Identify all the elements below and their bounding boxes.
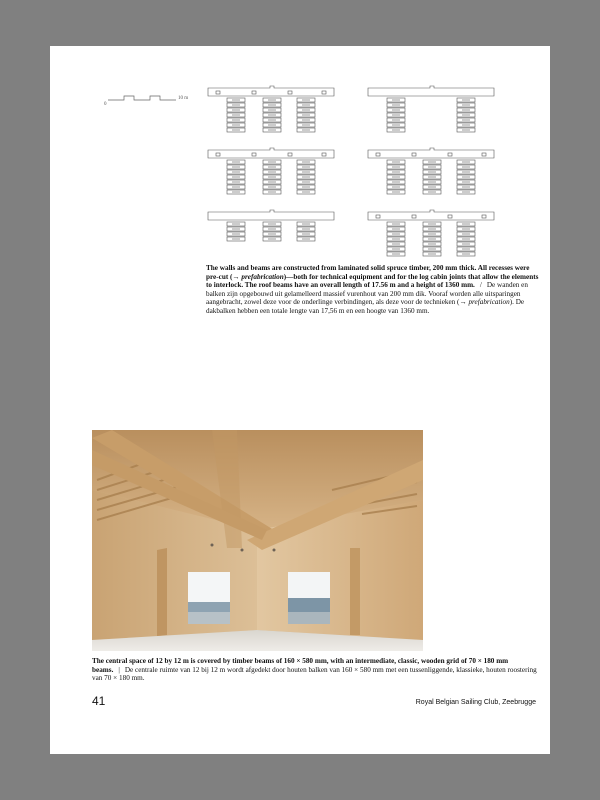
drawings-caption-english: The walls and beams are constructed from laminated solid spruce timber, 200 mm thick. All recesses were pre-cut (→ prefabrication)—both for technical equipment and for the log cabin joints that allow the elements to interlock. The roof beams have an overall length of 17.56 m and a height of 1360 mm. — [206, 264, 539, 290]
log-cabin-joint-drawing-2 — [366, 84, 496, 134]
scale-bar-graphic — [104, 90, 194, 114]
drawings-caption-dutch: De wanden en balken zijn opgebouwd uit gelamelleerd massief vurenhout van 200 mm dik. Vooraf worden alle uitsparingen aangebracht, zowel deze voor de onderlinge verbindingen, als deze voor de technieken (→ prefabrication). De dakbalken hebben een totale lengte van 17,56 m en een hoogte van 1360 mm. — [206, 281, 528, 315]
page-number: 41 — [92, 694, 106, 708]
interior-photo-illustration — [92, 430, 423, 651]
log-cabin-joint-drawing-6 — [366, 208, 496, 258]
log-cabin-joint-drawing-4 — [366, 146, 496, 196]
log-cabin-joint-drawing-1 — [206, 84, 336, 134]
photo-caption — [92, 657, 540, 683]
prefabrication-reference-en[interactable]: → prefabrication — [232, 272, 284, 281]
photo-caption-english: The central space of 12 by 12 m is covered by timber beams of 160 × 580 mm, with an intermediate, classic, wooden grid of 70 × 180 mm beams. — [92, 657, 509, 674]
photo-caption-separator: | — [118, 665, 120, 674]
book-page — [50, 46, 550, 754]
scale-start-label: 0 — [104, 102, 107, 107]
log-cabin-joint-drawing-3 — [206, 146, 336, 196]
running-title: Royal Belgian Sailing Club, Zeebrugge — [415, 699, 536, 706]
photo-caption-dutch: De centrale ruimte van 12 bij 12 m wordt afgedekt door houten balken van 160 × 580 mm met een tussenliggende, klassieke, houten roostering van 70 × 180 mm. — [92, 665, 537, 683]
language-separator: / — [479, 281, 482, 290]
scale-end-label: 10 m — [178, 96, 189, 101]
prefabrication-reference-nl[interactable]: → prefabrication — [459, 298, 510, 307]
log-cabin-joint-drawing-5 — [206, 208, 336, 258]
interior-photo — [92, 430, 423, 651]
scale-bar — [104, 90, 194, 114]
drawings-caption — [206, 264, 540, 316]
